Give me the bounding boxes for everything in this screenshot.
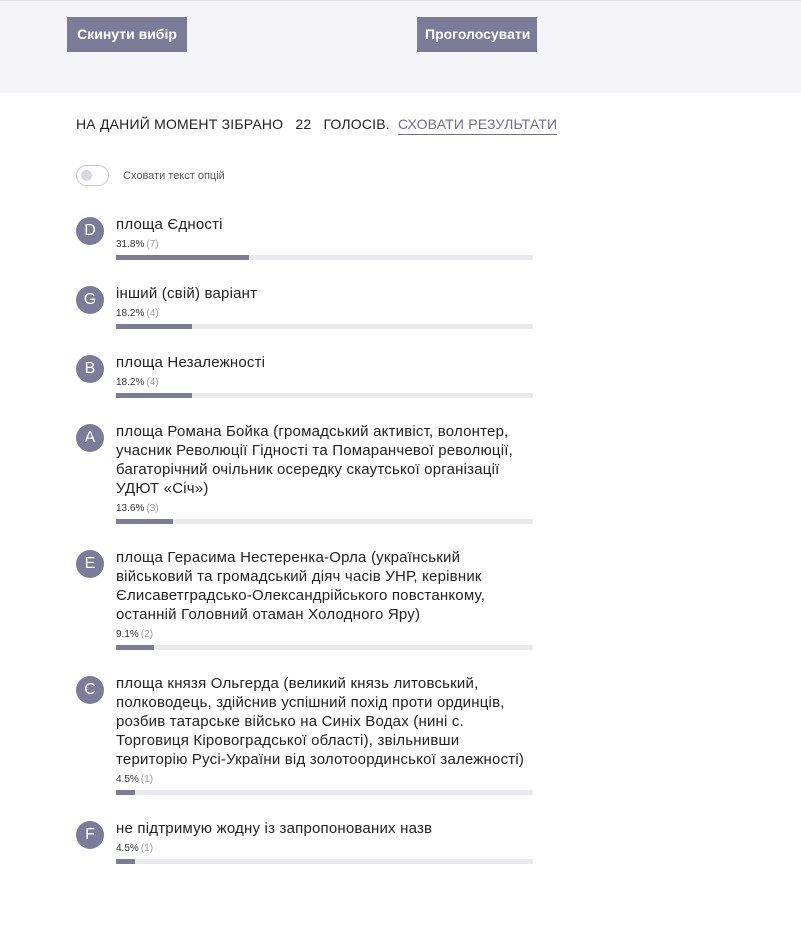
option-stats xyxy=(116,503,533,514)
option-result-bar xyxy=(116,255,533,260)
option-result-fill xyxy=(116,790,135,795)
option-stats xyxy=(116,377,533,388)
option-body xyxy=(116,215,533,260)
poll-option xyxy=(76,548,536,650)
option-votes: (1) xyxy=(140,774,154,785)
option-votes: (4) xyxy=(146,377,159,388)
option-body xyxy=(116,422,533,524)
option-letter-badge: B xyxy=(76,355,104,383)
poll-actions-bar xyxy=(0,0,801,93)
results-summary xyxy=(76,116,557,132)
option-body xyxy=(116,548,533,650)
poll-option xyxy=(76,215,536,260)
option-result-bar xyxy=(116,393,533,398)
poll-option xyxy=(76,422,536,524)
option-percent: 9.1% xyxy=(116,629,139,640)
option-stats xyxy=(116,308,533,319)
option-text: площа князя Ольгерда (великий князь литовський, полководець, здійснив успішний похід проти ординців, розбив татарське військо на Синіх Водах (нині с. Торговиця Кіровоградської області), звільнивши територію Русі-України від золотоординської залежності) xyxy=(116,675,525,768)
poll-option xyxy=(76,353,536,398)
hide-option-text-toggle[interactable] xyxy=(76,165,109,186)
option-votes: (4) xyxy=(146,308,159,319)
reset-choice-button[interactable]: Скинути вибір xyxy=(67,17,187,52)
option-result-fill xyxy=(116,324,192,329)
option-letter-badge: C xyxy=(76,676,104,704)
poll-option xyxy=(76,674,536,795)
option-result-fill xyxy=(116,393,192,398)
option-percent: 31.8% xyxy=(116,239,145,250)
hide-option-text-label: Сховати текст опцій xyxy=(123,170,225,182)
option-percent: 4.5% xyxy=(116,843,139,854)
option-body xyxy=(116,353,533,398)
option-result-bar xyxy=(116,645,533,650)
option-result-bar xyxy=(116,859,533,864)
option-text: інший (свій) варіант xyxy=(116,285,258,302)
option-percent: 18.2% xyxy=(116,377,145,388)
poll-results-list xyxy=(76,215,536,888)
option-letter-badge: D xyxy=(76,217,104,245)
option-votes: (1) xyxy=(140,843,154,854)
option-body xyxy=(116,674,533,795)
poll-option xyxy=(76,284,536,329)
option-votes: (3) xyxy=(146,503,159,514)
option-letter-badge: G xyxy=(76,286,104,314)
option-stats xyxy=(116,629,533,640)
option-result-fill xyxy=(116,645,154,650)
option-stats xyxy=(116,239,533,250)
summary-prefix: НА ДАНИЙ МОМЕНТ ЗІБРАНО xyxy=(76,116,284,132)
poll-option xyxy=(76,819,536,864)
vote-button[interactable]: Проголосувати xyxy=(417,17,537,52)
option-stats xyxy=(116,843,533,854)
option-text: площа Єдності xyxy=(116,216,223,233)
option-result-bar xyxy=(116,519,533,524)
option-body xyxy=(116,284,533,329)
option-stats xyxy=(116,774,533,785)
option-result-fill xyxy=(116,255,249,260)
option-text: площа Незалежності xyxy=(116,354,266,371)
option-result-bar xyxy=(116,790,533,795)
option-letter-badge: F xyxy=(76,821,104,849)
option-percent: 13.6% xyxy=(116,503,145,514)
option-letter-badge: A xyxy=(76,424,104,452)
summary-suffix: ГОЛОСІВ. xyxy=(323,116,390,132)
toggle-knob xyxy=(81,170,92,181)
option-percent: 18.2% xyxy=(116,308,145,319)
option-text: площа Романа Бойка (громадський активіст, волонтер, учасник Революції Гідності та Помаранчевої революції, багаторічний очільник осередку скаутської організації УДЮТ «Січ») xyxy=(116,423,513,497)
vote-count: 22 xyxy=(295,116,312,132)
option-letter-badge: E xyxy=(76,550,104,578)
option-result-bar xyxy=(116,324,533,329)
option-text: не підтримую жодну із запропонованих назв xyxy=(116,820,433,837)
hide-results-link[interactable]: СХОВАТИ РЕЗУЛЬТАТИ xyxy=(398,116,557,135)
option-votes: (7) xyxy=(146,239,159,250)
option-body xyxy=(116,819,533,864)
option-result-fill xyxy=(116,519,173,524)
option-text: площа Герасима Нестеренка-Орла (український військовий та громадський діяч часів УНР, керівник Єлисаветградсько-Олександрійського повстанкому, останній Головний отаман Холодного Яру) xyxy=(116,549,486,623)
option-percent: 4.5% xyxy=(116,774,139,785)
option-votes: (2) xyxy=(140,629,154,640)
option-result-fill xyxy=(116,859,135,864)
